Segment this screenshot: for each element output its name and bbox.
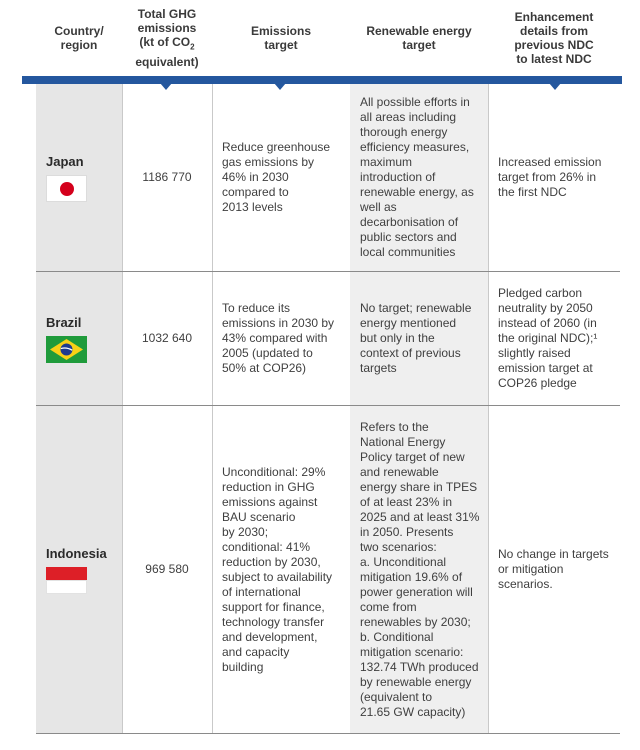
header-country: Country/ region bbox=[54, 24, 104, 52]
header-renewable-target: Renewable energy target bbox=[366, 24, 472, 52]
brazil-flag-graphic bbox=[46, 336, 87, 363]
country-name: Brazil bbox=[46, 314, 82, 330]
country-cell bbox=[36, 406, 122, 733]
header-emissions-target: Emissions target bbox=[250, 24, 312, 52]
emissions-value: 1186 770 bbox=[142, 170, 192, 184]
emissions-target-text: Unconditional: 29% reduction in GHG emissions against BAU scenario by 2030; conditional: 41% reduction by 2030, subject to availability of international support for finance, technology transfer and development, and capacity building bbox=[222, 464, 333, 674]
japan-flag-icon bbox=[46, 175, 87, 202]
renewable-target-text: All possible efforts in all areas including thorough energy efficiency measures, maximum introduction of renewable energy, as well as decarbonisation of public sectors and local communities bbox=[360, 95, 474, 259]
emissions-cell bbox=[122, 272, 212, 405]
enhancement-cell bbox=[488, 406, 620, 733]
header-emissions-text-2: equivalent) bbox=[135, 54, 199, 69]
table-row bbox=[36, 272, 620, 406]
header-emissions-subscript: 2 bbox=[190, 42, 195, 52]
emissions-cell bbox=[122, 84, 212, 271]
enhancement-text: Pledged carbon neutrality by 2050 instead of 2060 (in the original NDC);¹ slightly raised emission target at COP26 pledge bbox=[498, 286, 598, 390]
renewable-target-text: No target; renewable energy mentioned but only in the context of previous targets bbox=[360, 301, 472, 375]
emissions-value: 969 580 bbox=[145, 562, 189, 576]
emissions-value: 1032 640 bbox=[141, 331, 193, 345]
table-row bbox=[36, 406, 620, 734]
table-header bbox=[0, 0, 640, 76]
renewable-target-cell bbox=[350, 272, 488, 405]
emissions-cell bbox=[122, 406, 212, 733]
country-name: Indonesia bbox=[46, 545, 107, 561]
country-cell bbox=[36, 272, 122, 405]
brazil-flag-icon bbox=[46, 336, 87, 363]
enhancement-cell bbox=[488, 272, 620, 405]
enhancement-text: No change in targets or mitigation scenarios. bbox=[498, 547, 609, 591]
country-name: Japan bbox=[46, 153, 84, 169]
emissions-target-cell bbox=[212, 272, 350, 405]
emissions-target-cell bbox=[212, 84, 350, 271]
emissions-target-cell bbox=[212, 406, 350, 733]
emissions-target-text: To reduce its emissions in 2030 by 43% compared with 2005 (updated to 50% at COP26) bbox=[222, 301, 335, 375]
renewable-target-cell bbox=[350, 84, 488, 271]
indonesia-flag-icon bbox=[46, 567, 87, 594]
header-emissions-text: Total GHG emissions (kt of CO bbox=[137, 7, 197, 50]
country-cell bbox=[36, 84, 122, 271]
table-row bbox=[36, 84, 620, 272]
enhancement-text: Increased emission target from 26% in the first NDC bbox=[498, 155, 602, 199]
renewable-target-cell bbox=[350, 406, 488, 733]
renewable-target-text: Refers to the National Energy Policy target of new and renewable energy share in TPES of at least 23% in 2025 and at least 31% in 2050. Presents two scenarios: a. Unconditional mitigation 19.6% of power generation will come from renewables by 2030; b. Conditional mitigation scenario: 132.74 TWh produced by renewable energy (equivalent to 21.65 GW capacity) bbox=[360, 419, 480, 719]
header-emissions bbox=[122, 0, 212, 76]
emissions-target-text: Reduce greenhouse gas emissions by 46% in 2030 compared to 2013 levels bbox=[222, 140, 331, 214]
header-enhancement: Enhancement details from previous NDC to latest NDC bbox=[514, 10, 594, 66]
header-divider-bar bbox=[22, 76, 622, 84]
enhancement-cell bbox=[488, 84, 620, 271]
